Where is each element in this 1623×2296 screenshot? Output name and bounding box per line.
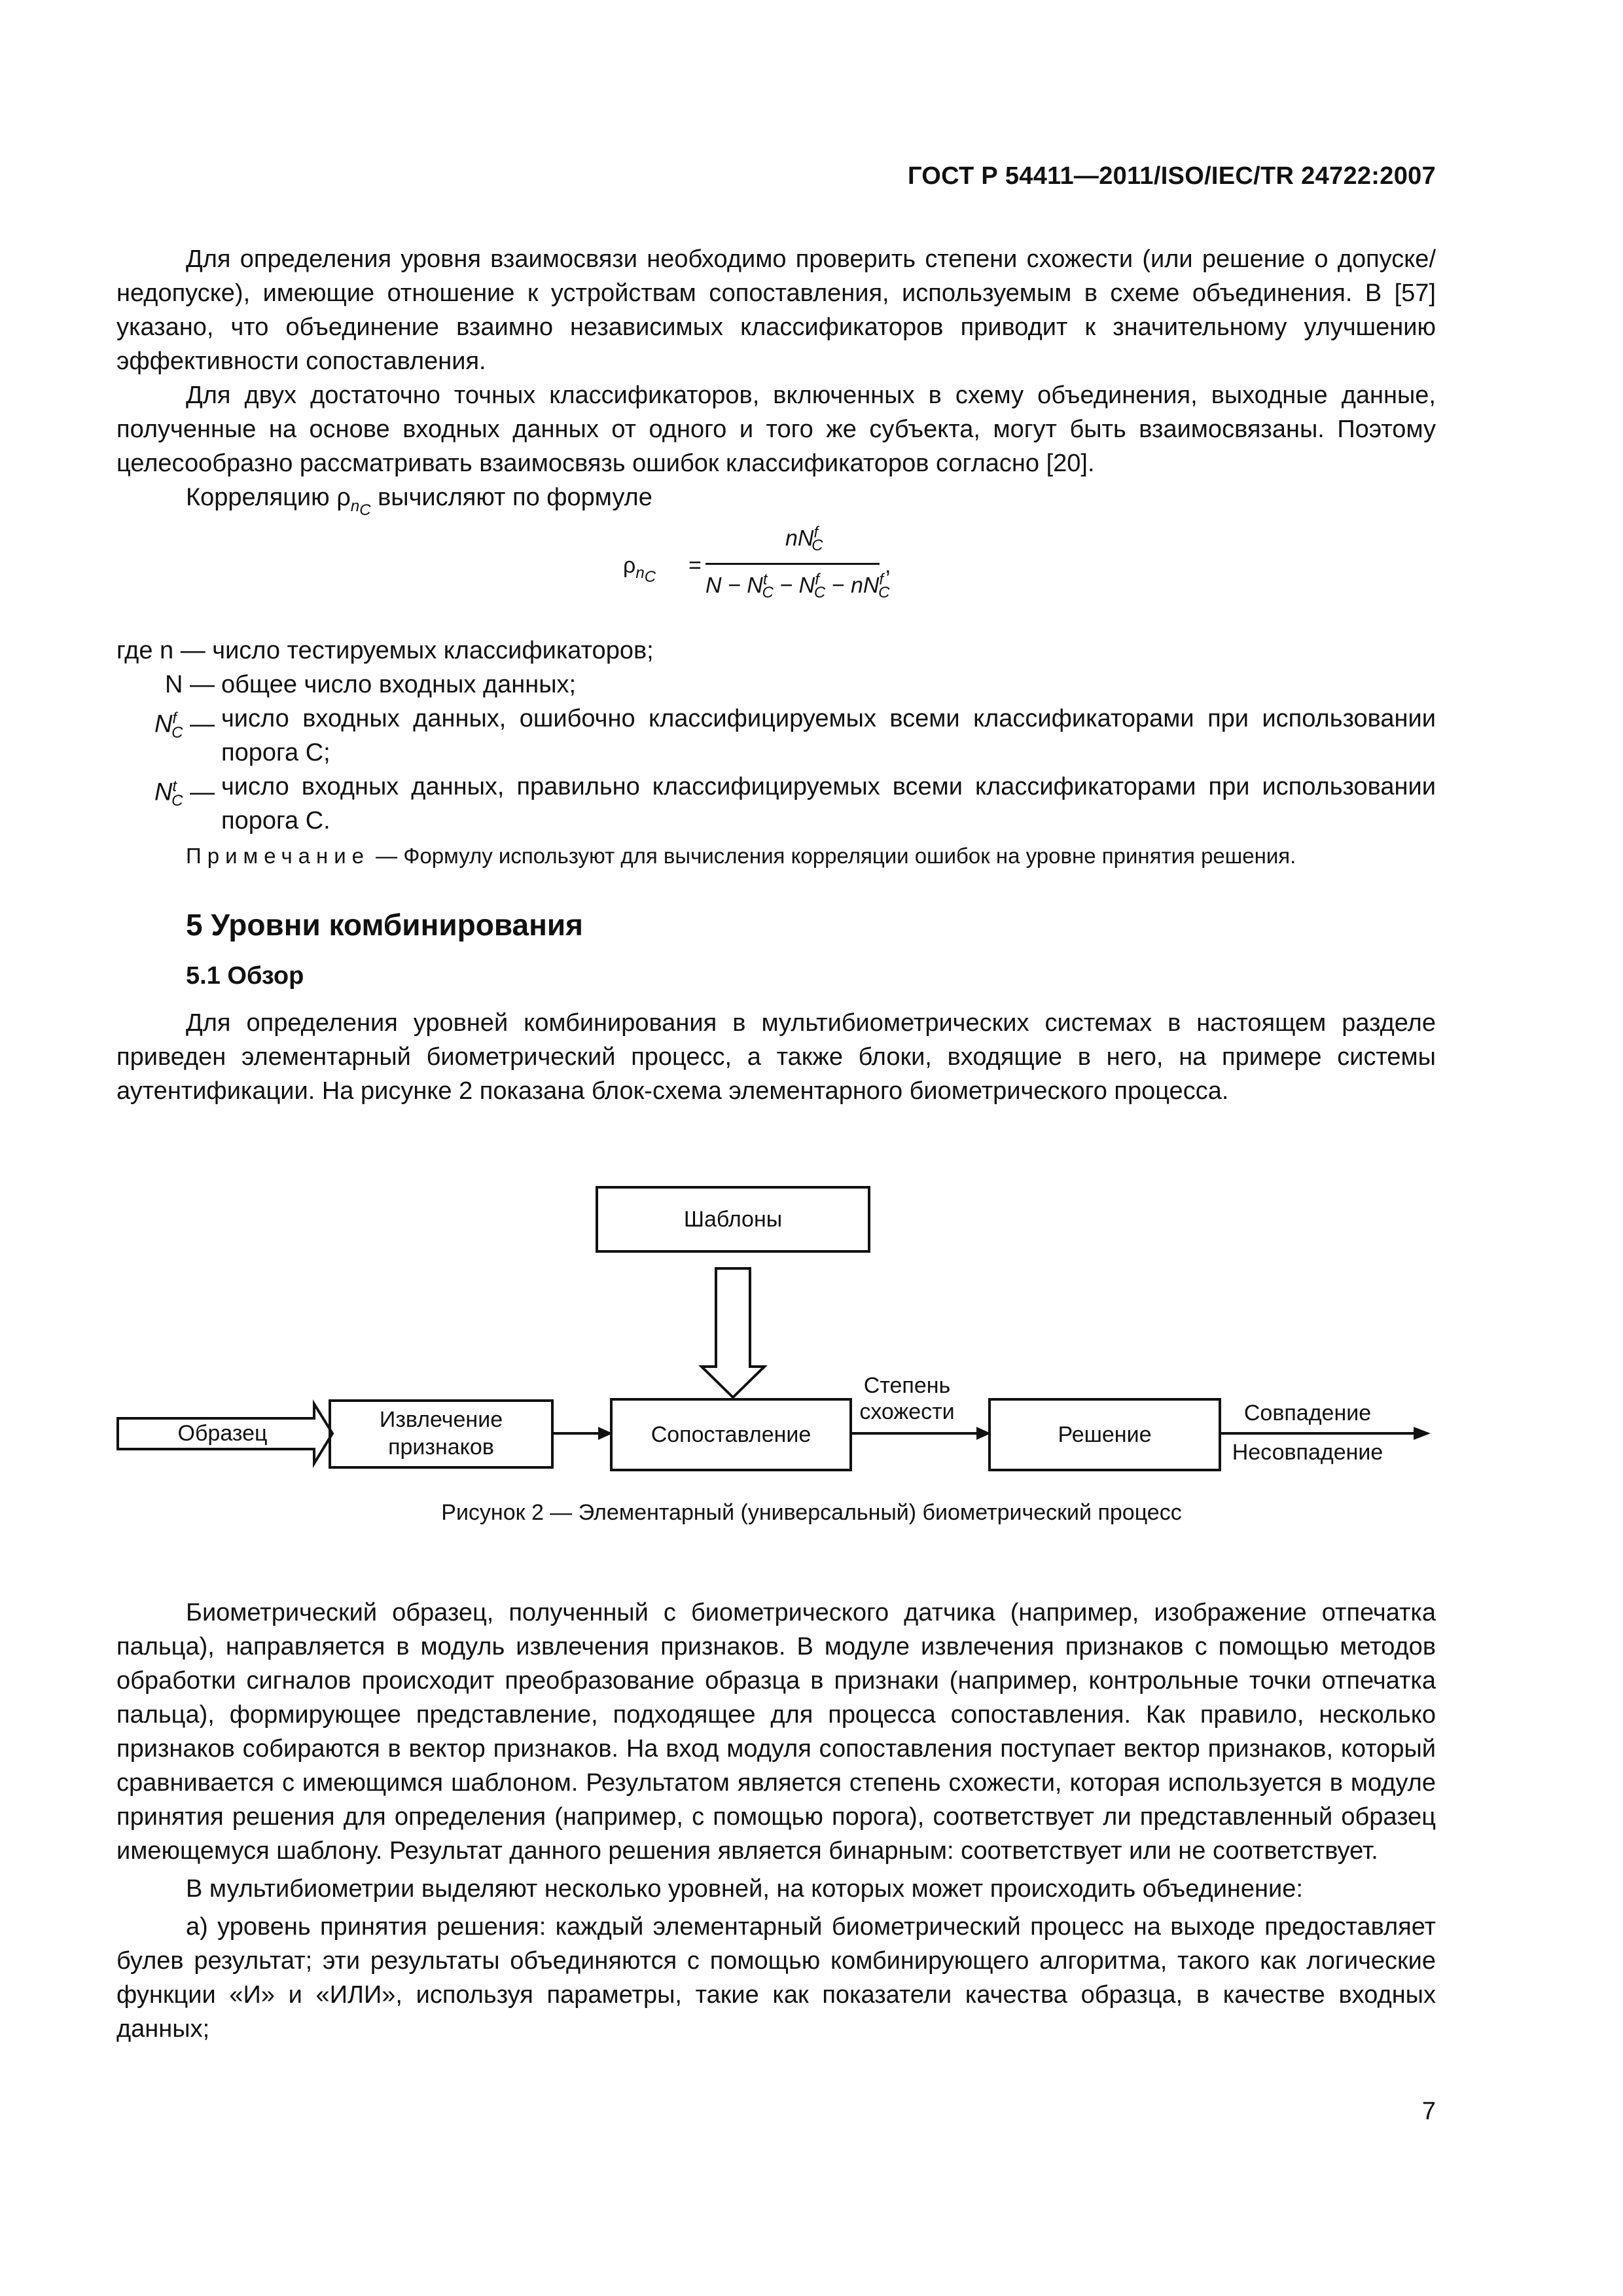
formula-lhs: $\rho_{n_C}$	[623, 553, 656, 586]
correlation-symbol: $\rho_{n_C}$	[336, 484, 371, 519]
correlation-tail: вычисляют по формуле	[378, 484, 652, 511]
formula-numerator: $nN^f_C$	[785, 524, 823, 555]
decision-label: Решение	[1058, 1422, 1152, 1447]
definition-symbol: где n —	[116, 637, 205, 664]
section-title: 5 Уровни комбинирования	[186, 908, 583, 942]
definition-text: число входных данных, правильно классифицируемых всеми классификаторами при использовании порога C.	[221, 773, 1436, 834]
definition-text: число входных данных, ошибочно классифицируемых всеми классификаторами при использовании порога C;	[221, 705, 1436, 766]
templates-down-arrow	[702, 1268, 764, 1397]
note-text: — Формулу используют для вычисления корреляции ошибок на уровне принятия решения.	[370, 844, 1296, 868]
match-label: Совпадение	[1243, 1401, 1372, 1426]
sample-label: Образец	[177, 1421, 268, 1446]
overview-paragraph: Для определения уровней комбинирования в мультибиометрических системах в настоящем разделе приведен элементарный биометрический процесс, а также блоки, входящие в него, на примере системы аутентификации. На рисунке 2 показана блок-схема элементарного биометрического процесса.	[116, 1009, 1436, 1105]
intro-paragraph-1: Для определения уровня взаимосвязи необходимо проверить степени схожести (или решение о допуске/недопуске), имеющие отношение к устройствам сопоставления, используемым в схеме объединения. В [57] указано, что объединение взаимно независимых классификаторов приводит к значительному улучшению эффективности сопоставления.	[116, 245, 1436, 375]
formula-comma: ,	[885, 553, 891, 578]
templates-label: Шаблоны	[683, 1207, 783, 1232]
correlation-lead: Корреляцию	[186, 484, 330, 511]
extraction-label-line1: Извлечение	[379, 1407, 503, 1432]
body-paragraph-3: а) уровень принятия решения: каждый элементарный биометрический процесс на выходе предоставляет булев результат; эти результаты объединяются с помощью комбинирующего алгоритма, такого как логические функции «И» и «ИЛИ», используя параметры, такие как показатели качества образца, в качестве входных данных;	[116, 1913, 1436, 2043]
figure-caption: Рисунок 2 — Элементарный (универсальный) биометрический процесс	[441, 1500, 1182, 1525]
formula-equals: =	[688, 553, 702, 578]
definition-text: число тестируемых классификаторов;	[212, 637, 654, 664]
page-number: 7	[1421, 2098, 1436, 2125]
definition-symbol: $N^f_C$ —	[154, 709, 215, 742]
intro-paragraph-2: Для двух достаточно точных классификаторов, включенных в схему объединения, выходные данные, полученные на основе входных данных от одного и того же субъекта, могут быть взаимосвязаны. Поэтому целесообразно рассматривать взаимосвязь ошибок классификаторов согласно [20].	[116, 382, 1436, 477]
similarity-label-line2: схожести	[859, 1399, 955, 1424]
subsection-title: 5.1 Обзор	[186, 962, 304, 990]
definition-symbol: N —	[165, 671, 215, 698]
matching-label: Сопоставление	[651, 1422, 812, 1447]
extraction-label-line2: признаков	[388, 1435, 494, 1460]
document-header: ГОСТ Р 54411—2011/ISO/IEC/TR 24722:2007	[907, 162, 1436, 190]
formula-denominator: $N - N^t_C - N^f_C - nN^f_C$	[705, 571, 890, 602]
similarity-label-line1: Степень	[863, 1373, 951, 1398]
nonmatch-label: Несовпадение	[1232, 1440, 1383, 1465]
body-paragraph-1: Биометрический образец, полученный с биометрического датчика (например, изображение отпечатка пальца), направляется в модуль извлечения признаков. В модуле извлечения признаков с помощью методов обработки сигналов происходит преобразование образца в признаки (например, контрольные точки отпечатка пальца), формирующее представление, подходящее для процесса сопоставления. Как правило, несколько признаков собираются в вектор признаков. На вход модуля сопоставления поступает вектор признаков, который сравнивается с имеющимся шаблоном. Результатом является степень схожести, которая используется в модуле принятия решения для определения (например, с помощью порога), соответствует ли представленный образец имеющемуся шаблону. Результат данного решения является бинарным: соответствует или не соответствует.	[116, 1599, 1436, 1865]
definition-text: общее число входных данных;	[221, 671, 577, 698]
body-block	[116, 1596, 1436, 2046]
output-arrowhead	[1414, 1427, 1431, 1440]
definition-symbol: $N^t_C$ —	[154, 778, 215, 810]
note-label: Примечание	[186, 844, 370, 868]
body-paragraph-2: В мультибиометрии выделяют несколько уровней, на которых может происходить объединение:	[186, 1875, 1303, 1903]
